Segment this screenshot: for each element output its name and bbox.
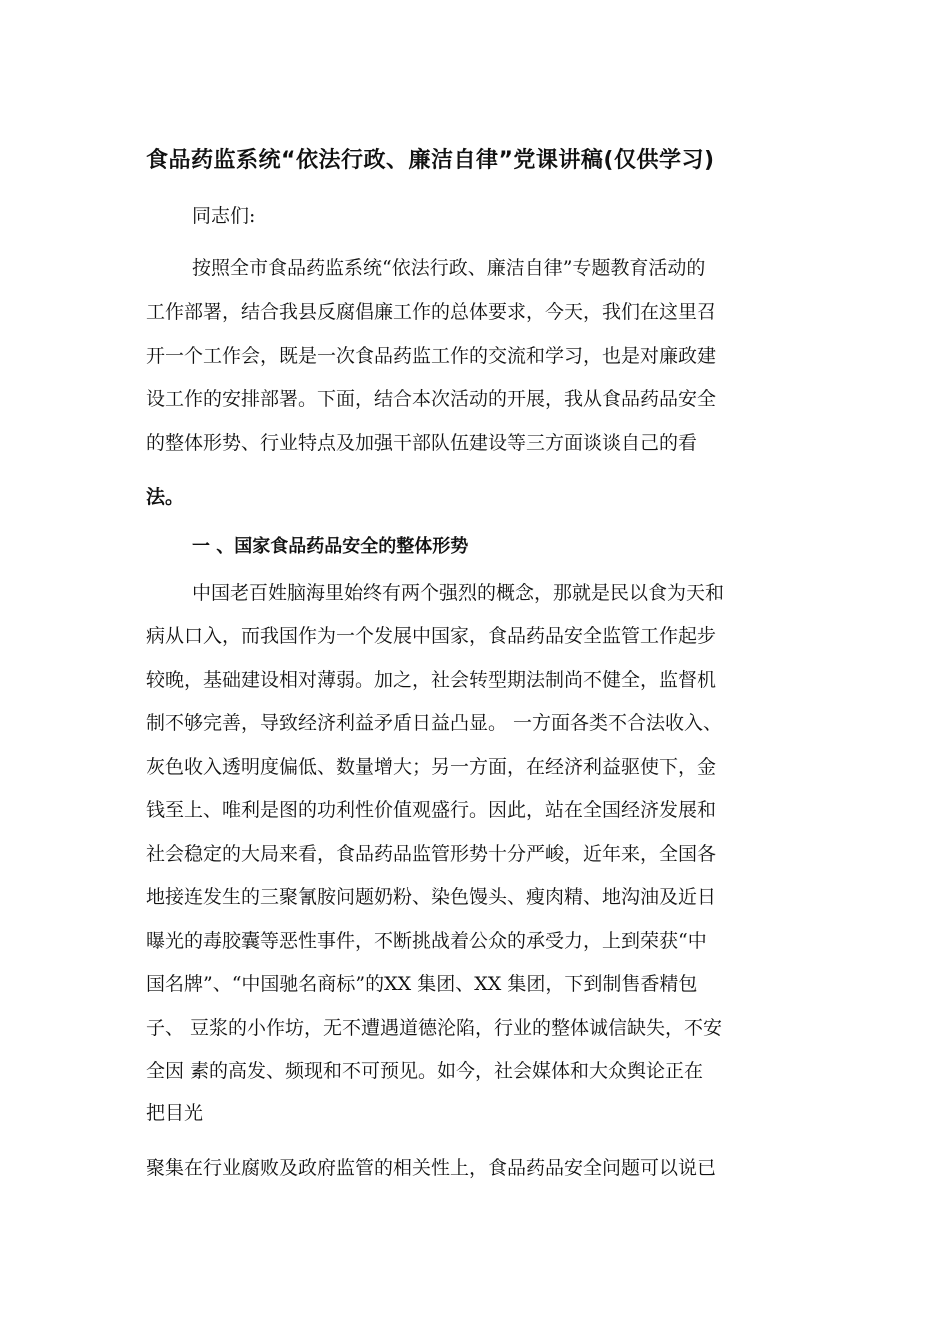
document-title: 食品药监系统“依法行政、廉洁自律”党课讲稿(仅供学习) xyxy=(146,148,715,173)
salutation: 同志们: xyxy=(192,205,256,227)
paragraph-line: 全因 素的高发、频现和不可预见。如今，社会媒体和大众舆论正在 xyxy=(146,1060,704,1082)
section-heading: 一 、国家食品药品安全的整体形势 xyxy=(192,536,469,557)
paragraph-line: 把目光 xyxy=(146,1102,204,1124)
paragraph-line: 工作部署，结合我县反腐倡廉工作的总体要求，今天，我们在这里召 xyxy=(146,301,717,323)
paragraph-line: 聚集在行业腐败及政府监管的相关性上，食品药品安全问题可以说已 xyxy=(146,1157,717,1179)
paragraph-line: 曝光的毒胶囊等恶性事件，不断挑战着公众的承受力，上到荣获“中 xyxy=(146,930,707,952)
paragraph-line: 钱至上、唯利是图的功利性价值观盛行。因此，站在全国经济发展和 xyxy=(146,799,717,821)
paragraph-line: 开一个工作会，既是一次食品药监工作的交流和学习，也是对廉政建 xyxy=(146,345,717,367)
paragraph-line: 社会稳定的大局来看，食品药品监管形势十分严峻，近年来，全国各 xyxy=(146,843,717,865)
paragraph-line: 子、 豆浆的小作坊，无不遭遇道德沦陷，行业的整体诚信缺失，不安 xyxy=(146,1017,723,1039)
paragraph-line: 灰色收入透明度偏低、数量增大；另一方面，在经济利益驱使下，金 xyxy=(146,756,717,778)
paragraph-line: 地接连发生的三聚氰胺问题奶粉、染色馒头、瘦肉精、地沟油及近日 xyxy=(146,886,717,908)
paragraph-line: 中国老百姓脑海里始终有两个强烈的概念，那就是民以食为天和 xyxy=(192,582,725,604)
paragraph-line: 较晚，基础建设相对薄弱。加之，社会转型期法制尚不健全，监督机 xyxy=(146,669,717,691)
paragraph-line: 按照全市食品药监系统“依法行政、廉洁自律”专题教育活动的 xyxy=(192,257,706,279)
paragraph-line: 设工作的安排部署。下面，结合本次活动的开展，我从食品药品安全 xyxy=(146,388,717,410)
paragraph-line: 制不够完善，导致经济利益矛盾日益凸显。 一方面各类不合法收入、 xyxy=(146,712,723,734)
paragraph-line: 的整体形势、行业特点及加强干部队伍建设等三方面谈谈自己的看 xyxy=(146,432,698,454)
paragraph-line: 国名牌”、“中国驰名商标”的XX 集团、XX 集团，下到制售香精包 xyxy=(146,973,698,995)
paragraph-line: 病从口入，而我国作为一个发展中国家，食品药品安全监管工作起步 xyxy=(146,625,717,647)
paragraph-line: 法。 xyxy=(146,486,185,508)
